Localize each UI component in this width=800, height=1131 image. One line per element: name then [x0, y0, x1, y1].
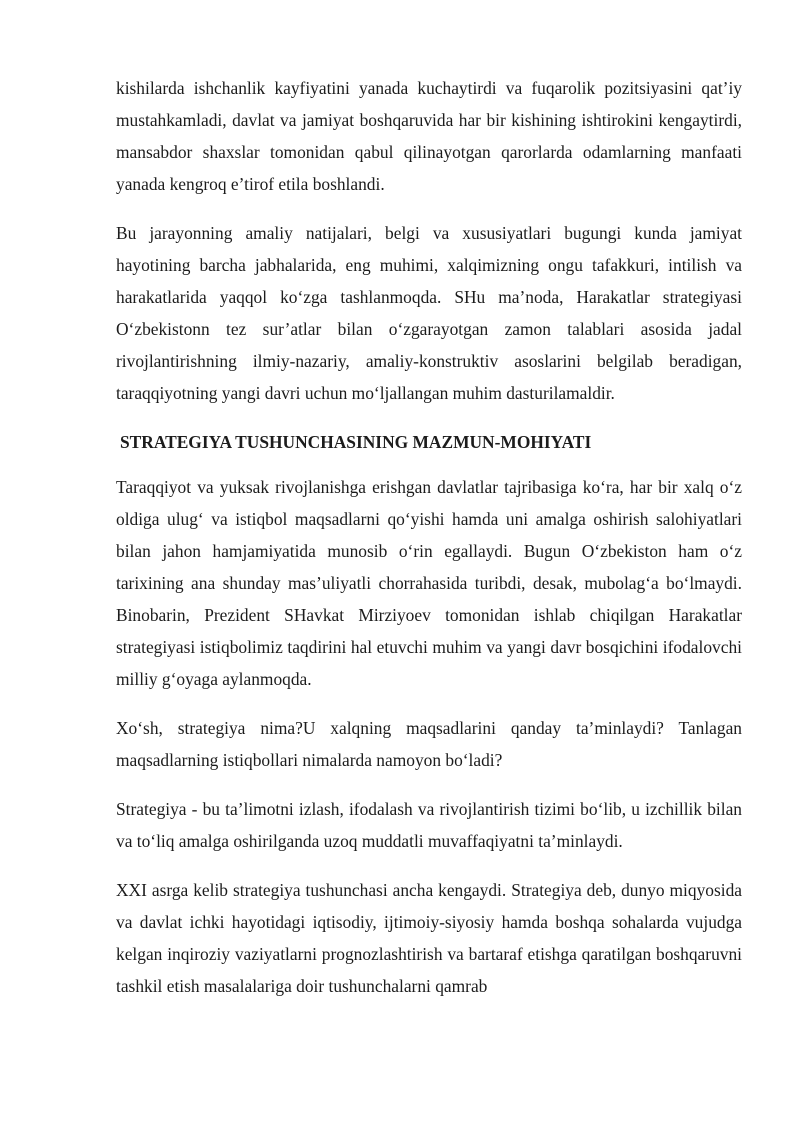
- paragraph-intro-continuation: kishilarda ishchanlik kayfiyatini yanada kuchaytirdi va fuqarolik pozitsiyasini qat’iy mustahkamladi, davlat va jamiyat boshqaruvida har bir kishining ishtirokini kengaytirdi, mansabdor shaxslar tomonidan qabul qilinayotgan qarorlarda odamlarning manfaati yanada kengroq e’tirof etila boshlandi.: [116, 78, 742, 194]
- paragraph-strategy-question: Xoʻsh, strategiya nima?U xalqning maqsadlarini qanday ta’minlaydi? Tanlagan maqsadlarning istiqbollari nimalarda namoyon boʻladi?: [116, 718, 742, 770]
- document-page: [116, 72, 742, 1019]
- paragraph-21st-century-strategy: XXI asrga kelib strategiya tushunchasi ancha kengaydi. Strategiya deb, dunyo miqyosida va davlat ichki hayotidagi iqtisodiy, ijtimoiy-siyosiy hamda boshqa sohalarda vujudga kelgan inqiroziy vaziyatlarni prognozlashtirish va bartaraf etishga qaratilgan boshqaruvni tashkil etish masalalariga doir tushunchalarni qamrab: [116, 880, 742, 996]
- paragraph-development-experience: Taraqqiyot va yuksak rivojlanishga erishgan davlatlar tajribasiga koʻra, har bir xalq oʻz oldiga ulugʻ va istiqbol maqsadlarni qoʻyishi hamda uni amalga oshirish salohiyatlari bilan jahon hamjamiyatida munosib oʻrin egallaydi. Bugun Oʻzbekiston ham oʻz tarixining ana shunday mas’uliyatli chorrahasida turibdi, desak, mubolagʻa boʻlmaydi. Binobarin, Prezident SHavkat Mirziyoev tomonidan ishlab chiqilgan Harakatlar strategiyasi istiqbolimiz taqdirini hal etuvchi muhim va yangi davr bosqichini ifodalovchi milliy gʻoyaga aylanmoqda.: [116, 477, 742, 689]
- paragraph-practical-results: Bu jarayonning amaliy natijalari, belgi va xususiyatlari bugungi kunda jamiyat hayotining barcha jabhalarida, eng muhimi, xalqimizning ongu tafakkuri, intilish va harakatlarida yaqqol koʻzga tashlanmoqda. SHu ma’noda, Harakatlar strategiyasi Oʻzbekistonn tez sur’atlar bilan oʻzgarayotgan zamon talablari asosida jadal rivojlantirishning ilmiy-nazariy, amaliy-konstruktiv asoslarini belgilab beradigan, taraqqiyotning yangi davri uchun moʻljallangan muhim dasturilamaldir.: [116, 223, 742, 403]
- paragraph-strategy-definition: Strategiya - bu ta’limotni izlash, ifodalash va rivojlantirish tizimi boʻlib, u izchillik bilan va toʻliq amalga oshirilganda uzoq muddatli muvaffaqiyatni ta’minlaydi.: [116, 799, 742, 851]
- section-heading: STRATEGIYA TUSHUNCHASINING MAZMUN-MOHIYATI: [120, 432, 592, 452]
